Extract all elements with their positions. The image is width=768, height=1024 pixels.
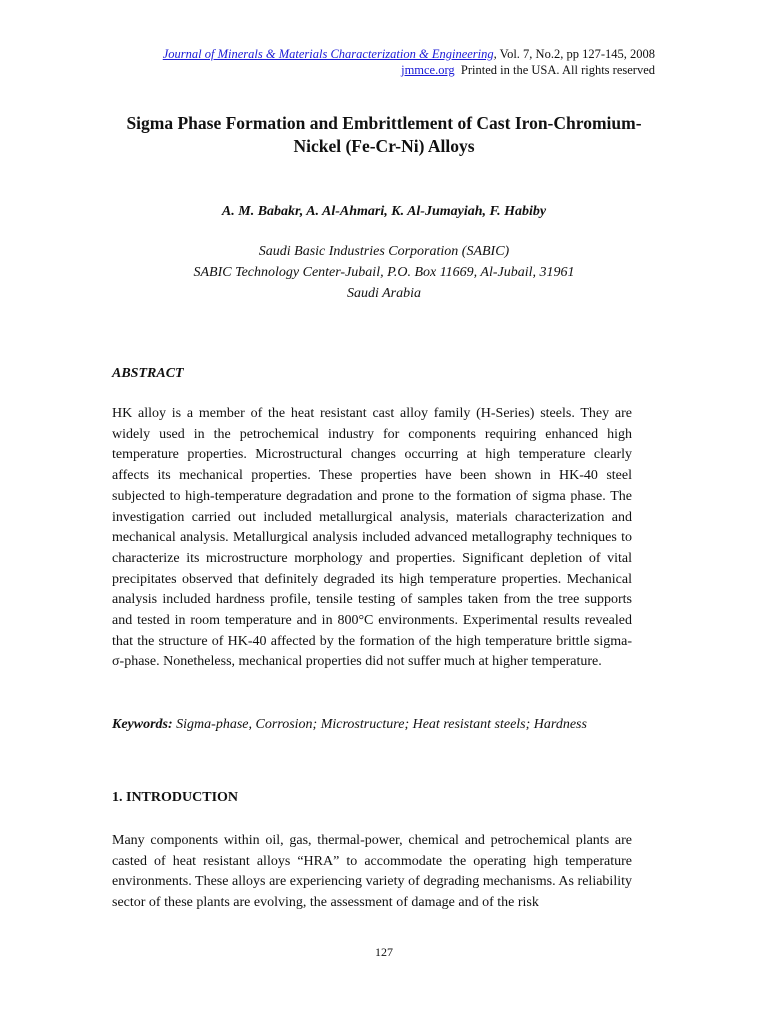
keywords-list: Sigma-phase, Corrosion; Microstructure; Heat resistant steels; Hardness [176,717,587,732]
affiliation-line-1: Saudi Basic Industries Corporation (SABIC) [258,244,510,259]
publisher-line [95,62,655,78]
keywords-label: Keywords: [112,717,173,732]
rights-text: Printed in the USA. All rights reserved [460,63,655,77]
journal-citation-line [95,46,655,62]
affiliation [80,241,688,304]
introduction-text: Many components within oil, gas, thermal-power, chemical and petrochemical plants are casted of heat resistant alloys “HRA” to accommodate the operating high temperature environments. These alloys are experiencing variety of degrading mechanisms. As reliability sector of these plants are evolving, the assessment of damage and of the risk [112,833,632,911]
abstract-heading: ABSTRACT [112,366,184,381]
affiliation-line-3: Saudi Arabia [346,286,422,301]
page-number: 127 [375,945,393,959]
paper-title [80,112,688,158]
introduction-heading: 1. INTRODUCTION [112,790,239,805]
site-link[interactable]: jmmce.org [401,63,455,77]
journal-header [95,46,655,78]
affiliation-line-2: SABIC Technology Center-Jubail, P.O. Box 11669, Al-Jubail, 31961 [193,265,575,280]
abstract-text: HK alloy is a member of the heat resistant cast alloy family (H-Series) steels. They are widely used in the petrochemical industry for components requiring enhanced high temperature properties. Microstructural changes occurring at high temperature clearly affects its mechanical properties. These properties have been shown in HK-40 steel subjected to high-temperature degradation and prone to the formation of sigma phase. The investigation carried out included metallurgical analysis, materials characterization and mechanical analysis. Metallurgical analysis included advanced metallography techniques to characterize its microstructure morphology and properties. Significant depletion of vital precipitates observed that definitely degraded its high temperature properties. Mechanical analysis included hardness profile, tensile testing of samples taken from the tree supports and tested in room temperature and in 800°C environments. Experimental results revealed that the structure of HK-40 affected by the formation of the high temperature brittle sigma-σ-phase. Nonetheless, mechanical properties did not suffer much at higher temperature. [112,406,632,670]
authors: A. M. Babakr, A. Al-Ahmari, K. Al-Jumayiah, F. Habiby [221,204,547,219]
journal-link[interactable]: Journal of Minerals & Materials Characterization & Engineering [162,47,494,61]
title-line-2: Nickel (Fe-Cr-Ni) Alloys [293,136,475,156]
volume-info: , Vol. 7, No.2, pp 127-145, 2008 [493,47,655,61]
title-line-1: Sigma Phase Formation and Embrittlement of Cast Iron-Chromium- [126,113,642,133]
keywords [112,716,672,734]
